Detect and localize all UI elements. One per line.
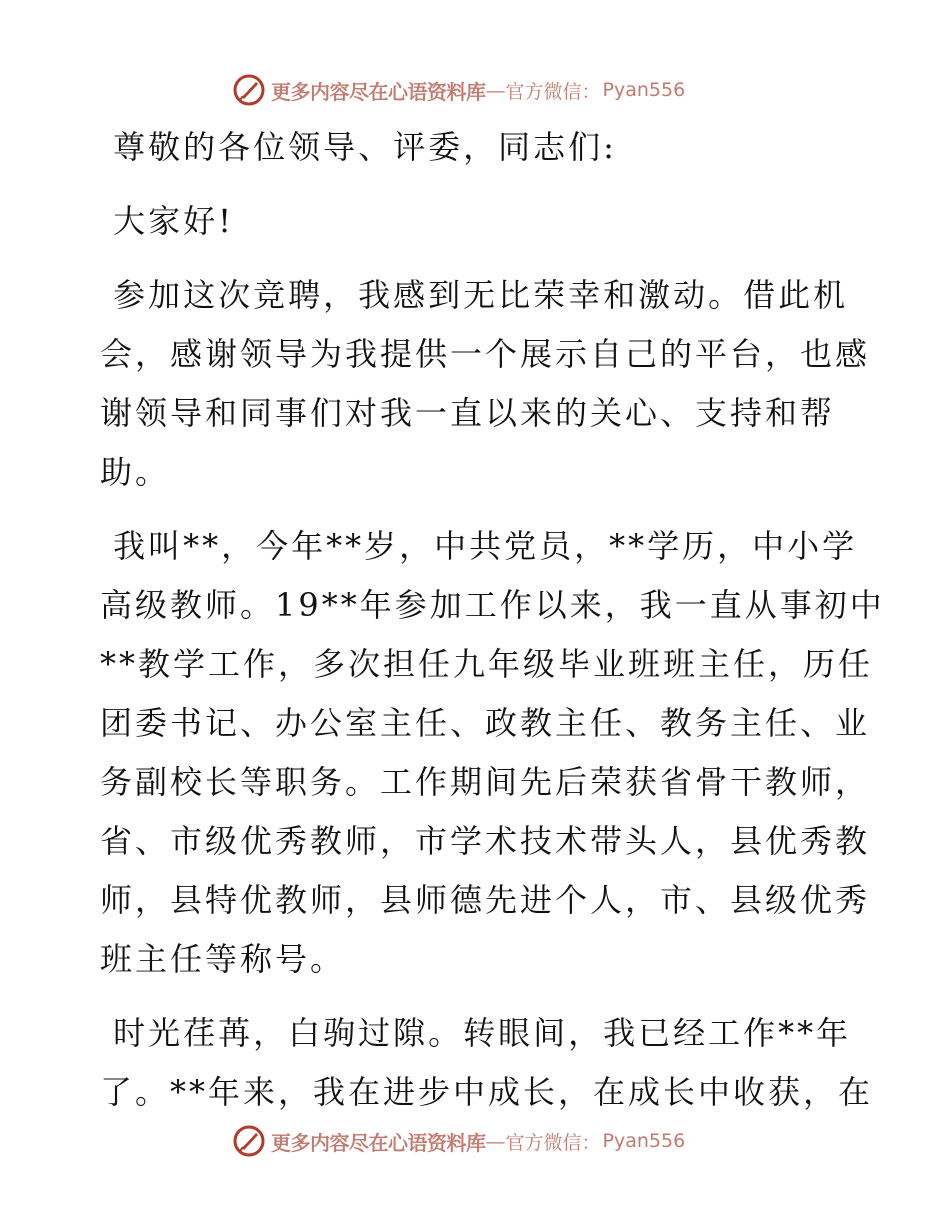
- quill-pen-seal-icon: [232, 1124, 266, 1158]
- text-line: 务副校长等职务。工作期间先后荣获省骨干教师，: [100, 763, 871, 801]
- hello-line: 大家好!: [100, 202, 235, 240]
- text-line: 参加这次竞聘，我感到无比荣幸和激动。借此机: [100, 276, 849, 314]
- text-line: **教学工作，多次担任九年级毕业班班主任，历任: [100, 645, 874, 683]
- text-line: 会，感谢领导为我提供一个展示自己的平台，也感: [100, 335, 871, 373]
- paragraph-thanks: [100, 266, 871, 502]
- paragraph-gap: [100, 989, 860, 1004]
- greeting-line: 尊敬的各位领导、评委，同志们:: [100, 128, 617, 166]
- watermark-separator: —: [485, 1129, 506, 1153]
- text-line: 师，县特优教师，县师德先进个人，市、县级优秀: [100, 881, 871, 919]
- watermark-wechat-label: 官方微信：: [505, 80, 601, 103]
- watermark-wechat-id: Pyan556: [602, 79, 686, 101]
- text-line: 时光荏苒，白驹过隙。转眼间，我已经工作**年: [100, 1014, 852, 1052]
- text-line: 省、市级优秀教师，市学术技术带头人，县优秀教: [100, 822, 871, 860]
- text-line: 谢领导和同事们对我一直以来的关心、支持和帮: [100, 394, 836, 432]
- watermark-brand: 更多内容尽在心语资料库: [271, 79, 486, 104]
- watermark-wechat-id: Pyan556: [602, 1130, 686, 1152]
- paragraph-gap: [100, 502, 860, 517]
- paragraph-reflection: [100, 1004, 874, 1122]
- text-line: 助。: [100, 453, 171, 491]
- text-line: 团委书记、办公室主任、政教主任、教务主任、业: [100, 704, 871, 742]
- paragraph-gap: [100, 251, 860, 266]
- text-line: 高级教师。19**年参加工作以来，我一直从事初中: [100, 586, 885, 624]
- text-line: 班主任等称号。: [100, 940, 346, 978]
- footer-watermark: [232, 1121, 685, 1161]
- watermark-wechat-label: 官方微信：: [505, 1131, 601, 1154]
- header-watermark: [232, 70, 685, 110]
- text-line: 我叫**，今年**岁，中共党员，**学历，中小学: [100, 527, 858, 565]
- watermark-separator: —: [485, 78, 506, 102]
- paragraph-gap: [100, 177, 860, 192]
- document-body: [100, 118, 885, 1122]
- quill-pen-seal-icon: [232, 73, 266, 107]
- paragraph-introduction: [100, 517, 885, 989]
- text-line: 了。**年来，我在进步中成长，在成长中收获，在: [100, 1073, 874, 1111]
- watermark-brand: 更多内容尽在心语资料库: [271, 1130, 486, 1155]
